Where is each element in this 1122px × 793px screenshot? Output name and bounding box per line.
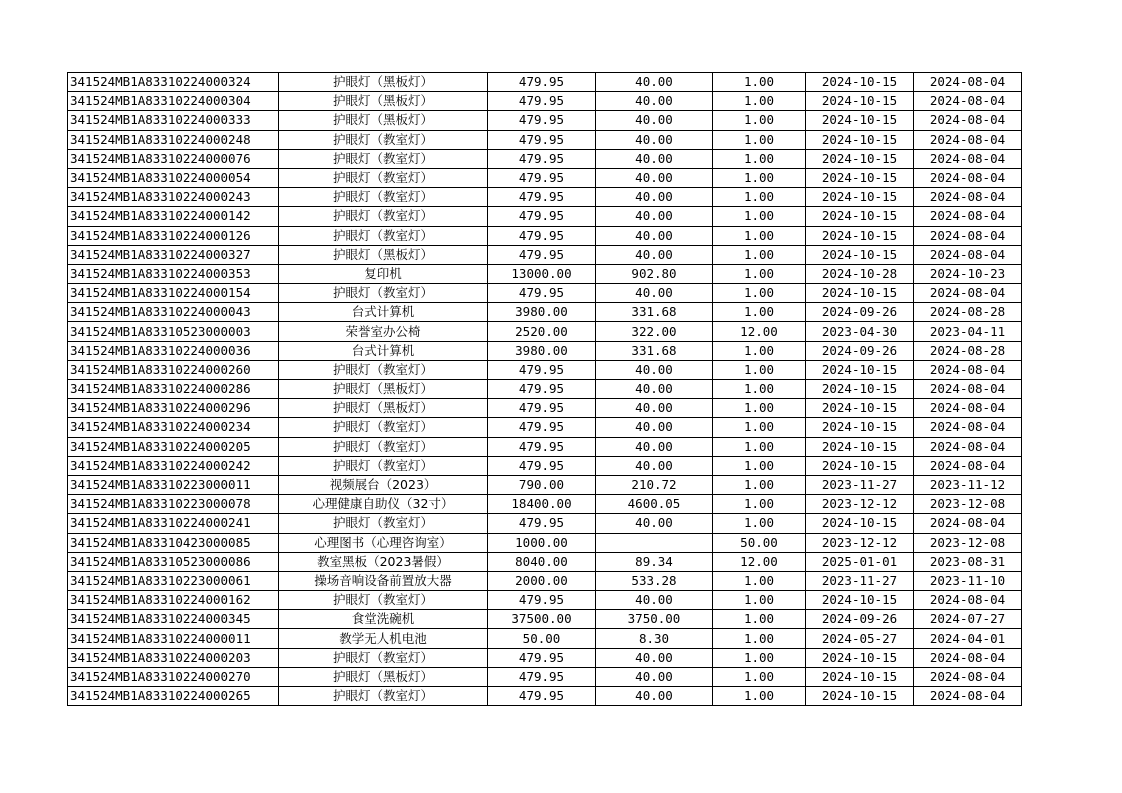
table-row bbox=[68, 92, 1022, 111]
quantity-cell: 1.00 bbox=[713, 571, 806, 590]
asset-code-cell: 341524MB1A83310224000162 bbox=[68, 591, 279, 610]
date-cell-a: 2024-10-28 bbox=[806, 264, 914, 283]
date-cell-a: 2024-10-15 bbox=[806, 284, 914, 303]
table-row bbox=[68, 264, 1022, 283]
asset-code-cell: 341524MB1A83310224000286 bbox=[68, 380, 279, 399]
original-value-cell: 479.95 bbox=[488, 226, 596, 245]
table-row bbox=[68, 149, 1022, 168]
table-row bbox=[68, 475, 1022, 494]
date-cell-a: 2024-10-15 bbox=[806, 687, 914, 706]
table-row bbox=[68, 610, 1022, 629]
table-row bbox=[68, 207, 1022, 226]
table-row bbox=[68, 73, 1022, 92]
date-cell-a: 2024-10-15 bbox=[806, 73, 914, 92]
quantity-cell: 1.00 bbox=[713, 380, 806, 399]
table-row bbox=[68, 360, 1022, 379]
asset-name-cell: 护眼灯（教室灯） bbox=[279, 130, 488, 149]
date-cell-a: 2024-10-15 bbox=[806, 591, 914, 610]
quantity-cell: 1.00 bbox=[713, 437, 806, 456]
original-value-cell: 790.00 bbox=[488, 475, 596, 494]
asset-code-cell: 341524MB1A83310224000142 bbox=[68, 207, 279, 226]
quantity-cell: 1.00 bbox=[713, 245, 806, 264]
asset-code-cell: 341524MB1A83310224000242 bbox=[68, 456, 279, 475]
asset-code-cell: 341524MB1A83310224000043 bbox=[68, 303, 279, 322]
original-value-cell: 479.95 bbox=[488, 130, 596, 149]
date-cell-b: 2024-08-04 bbox=[914, 284, 1022, 303]
asset-code-cell: 341524MB1A83310223000078 bbox=[68, 495, 279, 514]
original-value-cell: 479.95 bbox=[488, 437, 596, 456]
asset-code-cell: 341524MB1A83310523000003 bbox=[68, 322, 279, 341]
date-cell-a: 2024-10-15 bbox=[806, 168, 914, 187]
asset-name-cell: 心理图书（心理咨询室） bbox=[279, 533, 488, 552]
date-cell-b: 2023-11-10 bbox=[914, 571, 1022, 590]
date-cell-a: 2023-12-12 bbox=[806, 533, 914, 552]
quantity-cell: 50.00 bbox=[713, 533, 806, 552]
original-value-cell: 479.95 bbox=[488, 360, 596, 379]
depreciation-cell: 89.34 bbox=[596, 552, 713, 571]
date-cell-b: 2023-04-11 bbox=[914, 322, 1022, 341]
asset-name-cell: 护眼灯（黑板灯） bbox=[279, 245, 488, 264]
date-cell-a: 2023-12-12 bbox=[806, 495, 914, 514]
asset-code-cell: 341524MB1A83310224000054 bbox=[68, 168, 279, 187]
original-value-cell: 479.95 bbox=[488, 149, 596, 168]
original-value-cell: 2000.00 bbox=[488, 571, 596, 590]
original-value-cell: 479.95 bbox=[488, 188, 596, 207]
table-row bbox=[68, 322, 1022, 341]
date-cell-b: 2024-08-04 bbox=[914, 245, 1022, 264]
asset-table bbox=[67, 72, 1022, 706]
asset-code-cell: 341524MB1A83310223000011 bbox=[68, 475, 279, 494]
quantity-cell: 12.00 bbox=[713, 322, 806, 341]
quantity-cell: 1.00 bbox=[713, 399, 806, 418]
date-cell-b: 2024-08-04 bbox=[914, 360, 1022, 379]
quantity-cell: 1.00 bbox=[713, 264, 806, 283]
date-cell-a: 2024-10-15 bbox=[806, 92, 914, 111]
date-cell-b: 2024-08-28 bbox=[914, 341, 1022, 360]
asset-code-cell: 341524MB1A83310224000248 bbox=[68, 130, 279, 149]
asset-name-cell: 护眼灯（教室灯） bbox=[279, 207, 488, 226]
original-value-cell: 479.95 bbox=[488, 514, 596, 533]
table-row bbox=[68, 456, 1022, 475]
asset-name-cell: 复印机 bbox=[279, 264, 488, 283]
original-value-cell: 479.95 bbox=[488, 648, 596, 667]
date-cell-a: 2024-10-15 bbox=[806, 188, 914, 207]
original-value-cell: 479.95 bbox=[488, 245, 596, 264]
asset-name-cell: 护眼灯（教室灯） bbox=[279, 284, 488, 303]
asset-code-cell: 341524MB1A83310224000011 bbox=[68, 629, 279, 648]
original-value-cell: 479.95 bbox=[488, 418, 596, 437]
date-cell-a: 2024-10-15 bbox=[806, 226, 914, 245]
depreciation-cell: 322.00 bbox=[596, 322, 713, 341]
asset-code-cell: 341524MB1A83310224000260 bbox=[68, 360, 279, 379]
depreciation-cell: 40.00 bbox=[596, 284, 713, 303]
original-value-cell: 2520.00 bbox=[488, 322, 596, 341]
asset-name-cell: 护眼灯（教室灯） bbox=[279, 360, 488, 379]
date-cell-a: 2024-10-15 bbox=[806, 399, 914, 418]
original-value-cell: 479.95 bbox=[488, 687, 596, 706]
original-value-cell: 3980.00 bbox=[488, 303, 596, 322]
date-cell-a: 2024-05-27 bbox=[806, 629, 914, 648]
date-cell-a: 2023-11-27 bbox=[806, 475, 914, 494]
quantity-cell: 1.00 bbox=[713, 130, 806, 149]
quantity-cell: 1.00 bbox=[713, 92, 806, 111]
date-cell-b: 2023-11-12 bbox=[914, 475, 1022, 494]
asset-code-cell: 341524MB1A83310224000036 bbox=[68, 341, 279, 360]
quantity-cell: 1.00 bbox=[713, 303, 806, 322]
original-value-cell: 3980.00 bbox=[488, 341, 596, 360]
depreciation-cell: 40.00 bbox=[596, 73, 713, 92]
table-body bbox=[68, 73, 1022, 706]
date-cell-b: 2024-08-04 bbox=[914, 168, 1022, 187]
asset-name-cell: 护眼灯（教室灯） bbox=[279, 591, 488, 610]
original-value-cell: 479.95 bbox=[488, 92, 596, 111]
table-row bbox=[68, 667, 1022, 686]
date-cell-a: 2024-09-26 bbox=[806, 610, 914, 629]
date-cell-a: 2024-10-15 bbox=[806, 667, 914, 686]
original-value-cell: 50.00 bbox=[488, 629, 596, 648]
quantity-cell: 1.00 bbox=[713, 188, 806, 207]
depreciation-cell: 40.00 bbox=[596, 111, 713, 130]
date-cell-a: 2025-01-01 bbox=[806, 552, 914, 571]
asset-name-cell: 护眼灯（教室灯） bbox=[279, 437, 488, 456]
asset-code-cell: 341524MB1A83310224000333 bbox=[68, 111, 279, 130]
depreciation-cell: 40.00 bbox=[596, 418, 713, 437]
quantity-cell: 1.00 bbox=[713, 207, 806, 226]
date-cell-a: 2024-09-26 bbox=[806, 303, 914, 322]
asset-code-cell: 341524MB1A83310224000234 bbox=[68, 418, 279, 437]
date-cell-b: 2024-08-04 bbox=[914, 514, 1022, 533]
table-row bbox=[68, 495, 1022, 514]
asset-code-cell: 341524MB1A83310523000086 bbox=[68, 552, 279, 571]
table-row bbox=[68, 591, 1022, 610]
original-value-cell: 479.95 bbox=[488, 591, 596, 610]
depreciation-cell: 331.68 bbox=[596, 341, 713, 360]
date-cell-a: 2024-10-15 bbox=[806, 360, 914, 379]
quantity-cell: 1.00 bbox=[713, 495, 806, 514]
original-value-cell: 479.95 bbox=[488, 399, 596, 418]
original-value-cell: 479.95 bbox=[488, 667, 596, 686]
quantity-cell: 1.00 bbox=[713, 687, 806, 706]
quantity-cell: 1.00 bbox=[713, 284, 806, 303]
date-cell-a: 2023-04-30 bbox=[806, 322, 914, 341]
original-value-cell: 479.95 bbox=[488, 380, 596, 399]
table-row bbox=[68, 418, 1022, 437]
date-cell-a: 2024-10-15 bbox=[806, 130, 914, 149]
date-cell-b: 2024-07-27 bbox=[914, 610, 1022, 629]
asset-name-cell: 食堂洗碗机 bbox=[279, 610, 488, 629]
asset-code-cell: 341524MB1A83310224000353 bbox=[68, 264, 279, 283]
quantity-cell: 1.00 bbox=[713, 226, 806, 245]
table-row bbox=[68, 514, 1022, 533]
depreciation-cell: 40.00 bbox=[596, 130, 713, 149]
asset-name-cell: 护眼灯（教室灯） bbox=[279, 418, 488, 437]
depreciation-cell: 40.00 bbox=[596, 360, 713, 379]
date-cell-a: 2024-10-15 bbox=[806, 456, 914, 475]
date-cell-b: 2024-08-04 bbox=[914, 667, 1022, 686]
table-row bbox=[68, 648, 1022, 667]
date-cell-b: 2023-08-31 bbox=[914, 552, 1022, 571]
quantity-cell: 1.00 bbox=[713, 456, 806, 475]
quantity-cell: 1.00 bbox=[713, 514, 806, 533]
depreciation-cell: 40.00 bbox=[596, 399, 713, 418]
table-row bbox=[68, 284, 1022, 303]
asset-code-cell: 341524MB1A83310224000243 bbox=[68, 188, 279, 207]
original-value-cell: 479.95 bbox=[488, 284, 596, 303]
original-value-cell: 13000.00 bbox=[488, 264, 596, 283]
asset-name-cell: 护眼灯（黑板灯） bbox=[279, 92, 488, 111]
asset-code-cell: 341524MB1A83310224000154 bbox=[68, 284, 279, 303]
depreciation-cell: 40.00 bbox=[596, 648, 713, 667]
asset-code-cell: 341524MB1A83310423000085 bbox=[68, 533, 279, 552]
asset-code-cell: 341524MB1A83310224000203 bbox=[68, 648, 279, 667]
date-cell-b: 2024-08-04 bbox=[914, 456, 1022, 475]
asset-code-cell: 341524MB1A83310224000265 bbox=[68, 687, 279, 706]
table-row bbox=[68, 399, 1022, 418]
depreciation-cell: 40.00 bbox=[596, 514, 713, 533]
depreciation-cell: 40.00 bbox=[596, 92, 713, 111]
depreciation-cell: 210.72 bbox=[596, 475, 713, 494]
original-value-cell: 18400.00 bbox=[488, 495, 596, 514]
date-cell-a: 2024-10-15 bbox=[806, 207, 914, 226]
date-cell-a: 2024-10-15 bbox=[806, 149, 914, 168]
depreciation-cell: 40.00 bbox=[596, 207, 713, 226]
original-value-cell: 1000.00 bbox=[488, 533, 596, 552]
table-row bbox=[68, 226, 1022, 245]
asset-code-cell: 341524MB1A83310224000304 bbox=[68, 92, 279, 111]
depreciation-cell: 40.00 bbox=[596, 226, 713, 245]
asset-name-cell: 教室黑板（2023暑假） bbox=[279, 552, 488, 571]
asset-name-cell: 台式计算机 bbox=[279, 303, 488, 322]
date-cell-a: 2024-09-26 bbox=[806, 341, 914, 360]
asset-code-cell: 341524MB1A83310224000241 bbox=[68, 514, 279, 533]
date-cell-b: 2024-08-04 bbox=[914, 380, 1022, 399]
table-row bbox=[68, 437, 1022, 456]
asset-name-cell: 护眼灯（教室灯） bbox=[279, 648, 488, 667]
date-cell-b: 2024-08-04 bbox=[914, 591, 1022, 610]
asset-name-cell: 操场音响设备前置放大器 bbox=[279, 571, 488, 590]
quantity-cell: 1.00 bbox=[713, 418, 806, 437]
depreciation-cell: 40.00 bbox=[596, 667, 713, 686]
date-cell-b: 2024-08-04 bbox=[914, 399, 1022, 418]
date-cell-b: 2024-08-04 bbox=[914, 188, 1022, 207]
table-row bbox=[68, 130, 1022, 149]
asset-name-cell: 护眼灯（黑板灯） bbox=[279, 111, 488, 130]
asset-code-cell: 341524MB1A83310224000205 bbox=[68, 437, 279, 456]
table-row bbox=[68, 341, 1022, 360]
date-cell-b: 2024-08-04 bbox=[914, 149, 1022, 168]
table-row bbox=[68, 687, 1022, 706]
quantity-cell: 1.00 bbox=[713, 168, 806, 187]
quantity-cell: 1.00 bbox=[713, 667, 806, 686]
table-row bbox=[68, 552, 1022, 571]
quantity-cell: 1.00 bbox=[713, 73, 806, 92]
date-cell-b: 2024-04-01 bbox=[914, 629, 1022, 648]
date-cell-a: 2024-10-15 bbox=[806, 111, 914, 130]
asset-name-cell: 护眼灯（教室灯） bbox=[279, 514, 488, 533]
date-cell-a: 2024-10-15 bbox=[806, 380, 914, 399]
date-cell-a: 2024-10-15 bbox=[806, 245, 914, 264]
depreciation-cell: 533.28 bbox=[596, 571, 713, 590]
table-row bbox=[68, 380, 1022, 399]
original-value-cell: 479.95 bbox=[488, 207, 596, 226]
date-cell-a: 2024-10-15 bbox=[806, 418, 914, 437]
depreciation-cell: 3750.00 bbox=[596, 610, 713, 629]
date-cell-b: 2024-08-28 bbox=[914, 303, 1022, 322]
asset-code-cell: 341524MB1A83310224000296 bbox=[68, 399, 279, 418]
asset-name-cell: 教学无人机电池 bbox=[279, 629, 488, 648]
quantity-cell: 1.00 bbox=[713, 591, 806, 610]
asset-code-cell: 341524MB1A83310224000327 bbox=[68, 245, 279, 264]
depreciation-cell bbox=[596, 533, 713, 552]
table-row bbox=[68, 303, 1022, 322]
quantity-cell: 1.00 bbox=[713, 360, 806, 379]
asset-name-cell: 护眼灯（黑板灯） bbox=[279, 380, 488, 399]
date-cell-b: 2024-08-04 bbox=[914, 437, 1022, 456]
depreciation-cell: 4600.05 bbox=[596, 495, 713, 514]
date-cell-b: 2024-08-04 bbox=[914, 687, 1022, 706]
date-cell-b: 2023-12-08 bbox=[914, 495, 1022, 514]
depreciation-cell: 8.30 bbox=[596, 629, 713, 648]
asset-code-cell: 341524MB1A83310224000270 bbox=[68, 667, 279, 686]
quantity-cell: 1.00 bbox=[713, 111, 806, 130]
asset-name-cell: 台式计算机 bbox=[279, 341, 488, 360]
asset-code-cell: 341524MB1A83310224000076 bbox=[68, 149, 279, 168]
date-cell-b: 2024-08-04 bbox=[914, 92, 1022, 111]
date-cell-a: 2024-10-15 bbox=[806, 648, 914, 667]
asset-code-cell: 341524MB1A83310223000061 bbox=[68, 571, 279, 590]
asset-name-cell: 心理健康自助仪（32寸） bbox=[279, 495, 488, 514]
asset-name-cell: 护眼灯（黑板灯） bbox=[279, 399, 488, 418]
asset-name-cell: 视频展台（2023） bbox=[279, 475, 488, 494]
date-cell-b: 2023-12-08 bbox=[914, 533, 1022, 552]
date-cell-b: 2024-08-04 bbox=[914, 130, 1022, 149]
date-cell-b: 2024-08-04 bbox=[914, 648, 1022, 667]
asset-name-cell: 护眼灯（教室灯） bbox=[279, 149, 488, 168]
depreciation-cell: 40.00 bbox=[596, 188, 713, 207]
asset-name-cell: 护眼灯（教室灯） bbox=[279, 456, 488, 475]
depreciation-cell: 40.00 bbox=[596, 456, 713, 475]
original-value-cell: 8040.00 bbox=[488, 552, 596, 571]
original-value-cell: 479.95 bbox=[488, 168, 596, 187]
asset-code-cell: 341524MB1A83310224000345 bbox=[68, 610, 279, 629]
depreciation-cell: 40.00 bbox=[596, 437, 713, 456]
asset-name-cell: 护眼灯（教室灯） bbox=[279, 168, 488, 187]
asset-code-cell: 341524MB1A83310224000324 bbox=[68, 73, 279, 92]
asset-name-cell: 荣誉室办公椅 bbox=[279, 322, 488, 341]
original-value-cell: 37500.00 bbox=[488, 610, 596, 629]
original-value-cell: 479.95 bbox=[488, 73, 596, 92]
quantity-cell: 1.00 bbox=[713, 341, 806, 360]
depreciation-cell: 40.00 bbox=[596, 687, 713, 706]
depreciation-cell: 40.00 bbox=[596, 591, 713, 610]
table-row bbox=[68, 111, 1022, 130]
date-cell-b: 2024-08-04 bbox=[914, 73, 1022, 92]
date-cell-b: 2024-08-04 bbox=[914, 418, 1022, 437]
quantity-cell: 12.00 bbox=[713, 552, 806, 571]
quantity-cell: 1.00 bbox=[713, 648, 806, 667]
date-cell-a: 2024-10-15 bbox=[806, 514, 914, 533]
table-row bbox=[68, 168, 1022, 187]
quantity-cell: 1.00 bbox=[713, 149, 806, 168]
asset-name-cell: 护眼灯（教室灯） bbox=[279, 188, 488, 207]
table-row bbox=[68, 188, 1022, 207]
quantity-cell: 1.00 bbox=[713, 610, 806, 629]
asset-code-cell: 341524MB1A83310224000126 bbox=[68, 226, 279, 245]
asset-name-cell: 护眼灯（黑板灯） bbox=[279, 667, 488, 686]
date-cell-b: 2024-08-04 bbox=[914, 111, 1022, 130]
original-value-cell: 479.95 bbox=[488, 456, 596, 475]
asset-name-cell: 护眼灯（教室灯） bbox=[279, 687, 488, 706]
depreciation-cell: 40.00 bbox=[596, 168, 713, 187]
depreciation-cell: 40.00 bbox=[596, 149, 713, 168]
original-value-cell: 479.95 bbox=[488, 111, 596, 130]
table-row bbox=[68, 245, 1022, 264]
date-cell-a: 2024-10-15 bbox=[806, 437, 914, 456]
date-cell-b: 2024-08-04 bbox=[914, 207, 1022, 226]
depreciation-cell: 40.00 bbox=[596, 245, 713, 264]
asset-name-cell: 护眼灯（教室灯） bbox=[279, 226, 488, 245]
depreciation-cell: 40.00 bbox=[596, 380, 713, 399]
quantity-cell: 1.00 bbox=[713, 475, 806, 494]
date-cell-b: 2024-10-23 bbox=[914, 264, 1022, 283]
depreciation-cell: 902.80 bbox=[596, 264, 713, 283]
date-cell-a: 2023-11-27 bbox=[806, 571, 914, 590]
table-row bbox=[68, 533, 1022, 552]
depreciation-cell: 331.68 bbox=[596, 303, 713, 322]
table-row bbox=[68, 571, 1022, 590]
quantity-cell: 1.00 bbox=[713, 629, 806, 648]
table-row bbox=[68, 629, 1022, 648]
asset-name-cell: 护眼灯（黑板灯） bbox=[279, 73, 488, 92]
date-cell-b: 2024-08-04 bbox=[914, 226, 1022, 245]
